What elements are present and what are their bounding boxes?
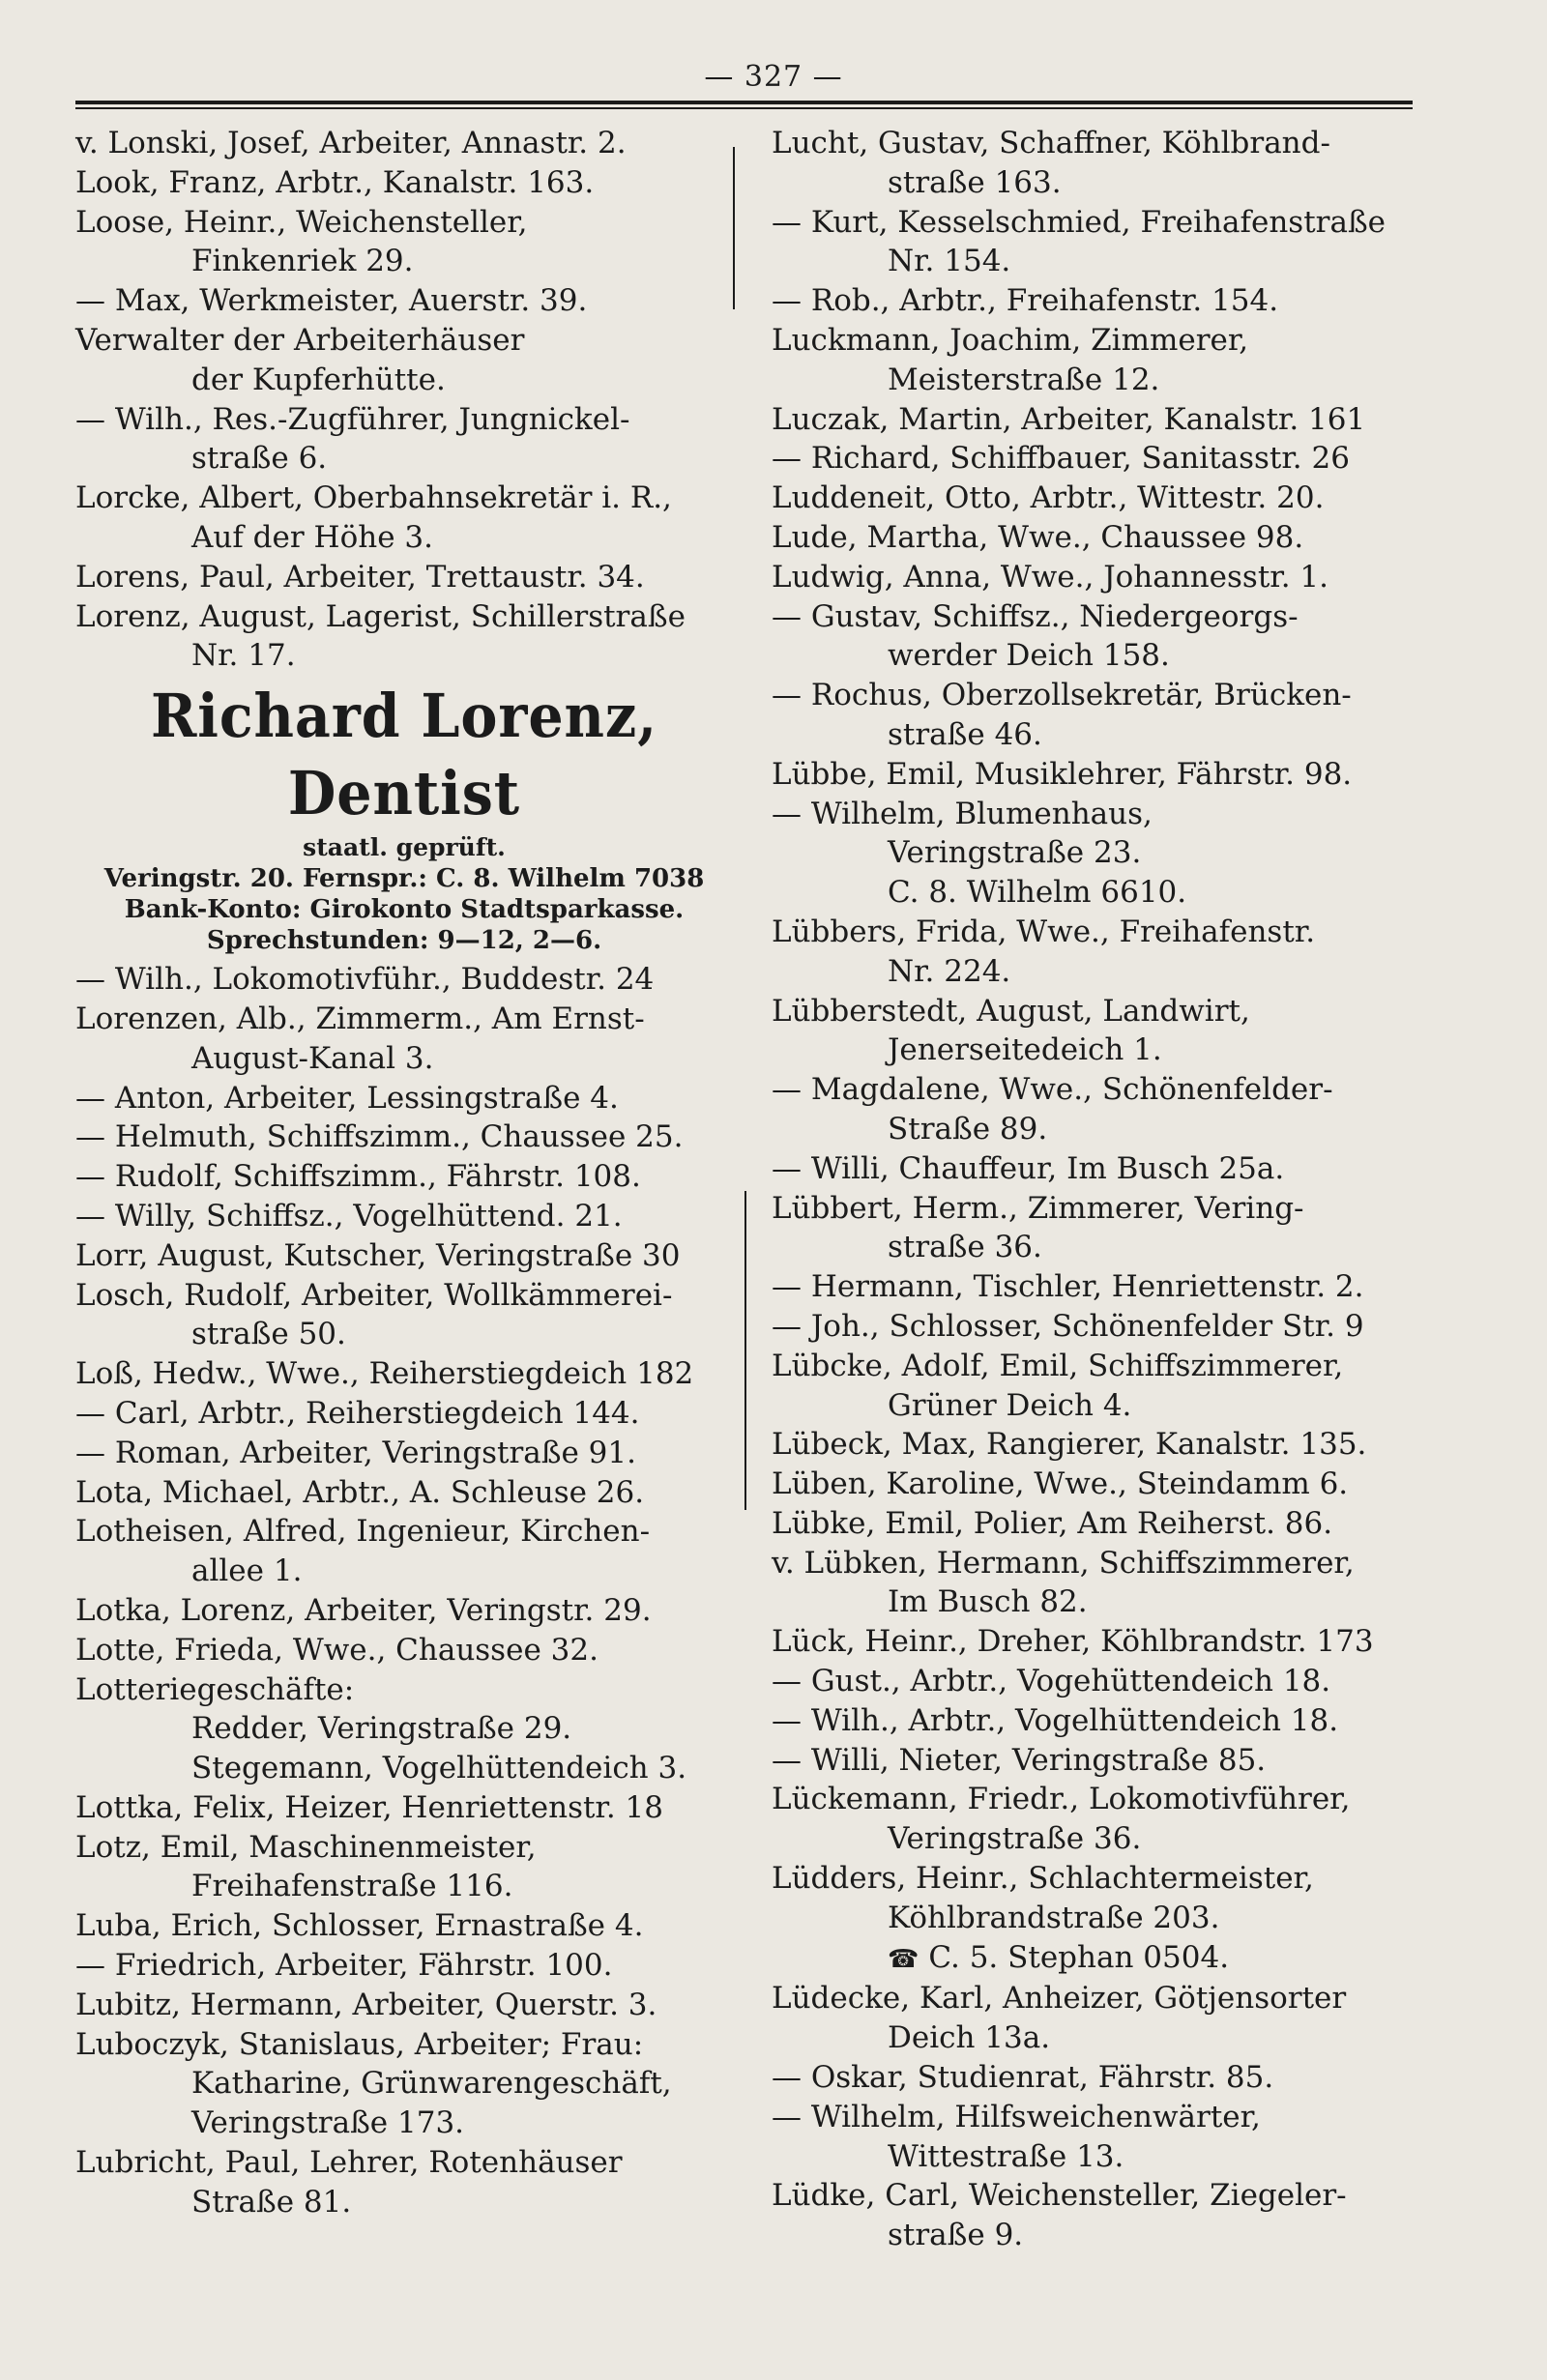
entry-continuation: Straße 89. [888, 1111, 1048, 1146]
entry-line: Lüdders, Heinr., Schlachtermeister, [772, 1861, 1314, 1897]
column-divider [733, 147, 735, 309]
directory-entry [75, 124, 733, 163]
directory-entry [75, 479, 733, 558]
entry-line: — Willy, Schiffsz., Vogelhüttend. 21. [75, 1198, 623, 1234]
directory-entry [772, 1701, 1429, 1741]
entry-continuation [772, 1938, 1429, 1980]
entry-line: — Max, Werkmeister, Auerstr. 39. [75, 283, 588, 319]
ad-subtitle: staatl. geprüft. [303, 833, 506, 862]
entry-line: Lorenz, August, Lagerist, Schillerstraße [75, 598, 686, 634]
directory-entry [772, 1741, 1429, 1781]
directory-entry [772, 558, 1429, 597]
entry-line: Losch, Rudolf, Arbeiter, Wollkämmerei- [75, 1277, 673, 1313]
entry-line: Lottka, Felix, Heizer, Henriettenstr. 18 [75, 1789, 663, 1825]
entry-line: Lorens, Paul, Arbeiter, Trettaustr. 34. [75, 559, 645, 595]
directory-entry [75, 558, 733, 597]
entry-continuation: Nr. 17. [191, 638, 296, 674]
directory-entry [772, 439, 1429, 479]
directory-entry [772, 400, 1429, 440]
entry-continuation: Freihafenstraße 116. [191, 1869, 513, 1904]
entry-line: Lorcke, Albert, Oberbahnsekretär i. R., [75, 480, 672, 516]
entry-continuation: Stegemann, Vogelhüttendeich 3. [191, 1751, 687, 1786]
directory-entry [772, 281, 1429, 321]
entry-line: v. Lübken, Hermann, Schiffszimmerer, [772, 1545, 1355, 1581]
entry-continuation: Veringstraße 173. [191, 2105, 465, 2141]
entry-line: — Rob., Arbtr., Freihafenstr. 154. [772, 283, 1279, 319]
directory-entry [75, 1236, 733, 1276]
entry-line: Luboczyk, Stanislaus, Arbeiter; Frau: [75, 2026, 644, 2062]
ad-bank-line: Bank-Konto: Girokonto Stadtsparkasse. [124, 895, 685, 925]
telephone-icon: ☎ [888, 1944, 919, 1974]
entry-continuation: Meisterstraße 12. [888, 362, 1160, 397]
entry-line: — Wilh., Res.-Zugführer, Jungnickel- [75, 401, 630, 437]
entry-line: Lübke, Emil, Polier, Am Reiherst. 86. [772, 1505, 1333, 1541]
entry-continuation: Auf der Höhe 3. [191, 519, 433, 555]
directory-entry [75, 1394, 733, 1434]
entry-line: Lübberstedt, August, Landwirt, [772, 993, 1250, 1029]
entry-line: Lubitz, Hermann, Arbeiter, Querstr. 3. [75, 1987, 657, 2022]
directory-entry [772, 1307, 1429, 1347]
directory-entry [772, 479, 1429, 518]
entry-continuation: August-Kanal 3. [191, 1040, 434, 1076]
entry-line: — Carl, Arbtr., Reiherstiegdeich 144. [75, 1395, 640, 1431]
entry-line: Look, Franz, Arbtr., Kanalstr. 163. [75, 164, 595, 200]
directory-entry [75, 597, 733, 677]
entry-continuation: Straße 81. [191, 2184, 352, 2220]
entry-line: Luczak, Martin, Arbeiter, Kanalstr. 161 [772, 401, 1366, 437]
directory-entry [75, 1828, 733, 1907]
directory-entry [75, 2025, 733, 2143]
directory-entry [772, 1859, 1429, 1979]
entry-continuation: Deich 13a. [888, 2020, 1051, 2056]
directory-entry [772, 913, 1429, 992]
directory-entry [772, 1504, 1429, 1544]
right-column [772, 124, 1429, 2255]
entry-line: Lotteriegeschäfte: [75, 1671, 355, 1707]
entry-line: — Willi, Chauffeur, Im Busch 25a. [772, 1150, 1285, 1186]
entry-continuation: Wittestraße 13. [888, 2138, 1124, 2174]
entry-continuation: straße 36. [888, 1230, 1042, 1265]
directory-entry [75, 1000, 733, 1079]
entry-continuation: Köhlbrandstraße 203. [888, 1900, 1220, 1935]
entry-continuation: Nr. 224. [888, 953, 1011, 989]
entry-line: Luckmann, Joachim, Zimmerer, [772, 322, 1249, 358]
directory-entry [772, 1149, 1429, 1189]
entry-line: Luddeneit, Otto, Arbtr., Wittestr. 20. [772, 480, 1325, 516]
entry-line: Ludwig, Anna, Wwe., Johannesstr. 1. [772, 559, 1328, 595]
entry-continuation: Veringstraße 23. [888, 835, 1142, 871]
dentist-advertisement [75, 678, 733, 956]
directory-entry [772, 597, 1429, 677]
entry-continuation: werder Deich 158. [888, 638, 1170, 674]
entry-line: — Rochus, Oberzollsekretär, Brücken- [772, 678, 1352, 713]
header-rule-thin [75, 107, 1413, 109]
entry-line: Lotte, Frieda, Wwe., Chaussee 32. [75, 1632, 598, 1668]
directory-entry [75, 1788, 733, 1828]
entry-line: — Roman, Arbeiter, Veringstraße 91. [75, 1435, 636, 1470]
entry-line: Lude, Martha, Wwe., Chaussee 98. [772, 519, 1304, 555]
entry-line: — Helmuth, Schiffszimm., Chaussee 25. [75, 1119, 684, 1155]
directory-entry [75, 1670, 733, 1788]
entry-line: Lückemann, Friedr., Lokomotivführer, [772, 1782, 1351, 1817]
directory-entry [75, 1276, 733, 1355]
entry-continuation: straße 46. [888, 716, 1042, 752]
entry-continuation: Veringstraße 36. [888, 1821, 1142, 1857]
entry-line: — Wilhelm, Hilfsweichenwärter, [772, 2099, 1261, 2134]
entry-line: Lorr, August, Kutscher, Veringstraße 30 [75, 1237, 681, 1273]
directory-entry [772, 124, 1429, 203]
entry-line: Lüben, Karoline, Wwe., Steindamm 6. [772, 1466, 1349, 1502]
directory-entry [772, 2098, 1429, 2177]
directory-entry [772, 676, 1429, 755]
directory-entry [75, 321, 733, 400]
entry-continuation: Im Busch 82. [888, 1584, 1088, 1620]
entry-line: — Richard, Schiffbauer, Sanitasstr. 26 [772, 441, 1350, 477]
entry-line: Lübcke, Adolf, Emil, Schiffszimmerer, [772, 1348, 1344, 1383]
entry-line: Lotheisen, Alfred, Ingenieur, Kirchen- [75, 1514, 651, 1550]
directory-entry [75, 1512, 733, 1591]
directory-entry [772, 755, 1429, 795]
entry-line: — Gustav, Schiffsz., Niedergeorgs- [772, 598, 1299, 634]
entry-line: Luba, Erich, Schlosser, Ernastraße 4. [75, 1908, 644, 1944]
entry-line: Lota, Michael, Arbtr., A. Schleuse 26. [75, 1474, 645, 1510]
entry-line: — Rudolf, Schiffszimm., Fährstr. 108. [75, 1159, 641, 1195]
entry-line: Lorenzen, Alb., Zimmerm., Am Ernst- [75, 1001, 645, 1036]
directory-entry [772, 203, 1429, 282]
directory-entry [75, 2143, 733, 2222]
entry-continuation: Nr. 154. [888, 244, 1011, 279]
page-number: — 327 — [704, 60, 843, 94]
directory-entry [772, 1189, 1429, 1268]
entry-line: — Kurt, Kesselschmied, Freihafenstraße [772, 204, 1386, 240]
entry-line: — Anton, Arbeiter, Lessingstraße 4. [75, 1080, 619, 1116]
column-divider [744, 1191, 746, 1510]
directory-entry [75, 281, 733, 321]
entry-line: Lotz, Emil, Maschinenmeister, [75, 1829, 537, 1865]
entry-continuation: C. 8. Wilhelm 6610. [888, 875, 1187, 911]
entry-line: Lück, Heinr., Dreher, Köhlbrandstr. 173 [772, 1624, 1374, 1660]
directory-entry [75, 163, 733, 203]
entry-continuation: der Kupferhütte. [191, 362, 446, 397]
header-rule-thick [75, 101, 1413, 104]
directory-entry [75, 1117, 733, 1157]
entry-continuation: Redder, Veringstraße 29. [191, 1711, 572, 1747]
entry-line: — Gust., Arbtr., Vogehüttendeich 18. [772, 1664, 1331, 1699]
directory-entry [772, 321, 1429, 400]
ad-headline: Richard Lorenz, Dentist [150, 681, 658, 829]
entry-continuation: Grüner Deich 4. [888, 1387, 1132, 1423]
directory-entry [772, 1662, 1429, 1701]
directory-entry [75, 960, 733, 1000]
directory-entry [75, 203, 733, 282]
directory-entry [772, 1347, 1429, 1426]
entry-line: Verwalter der Arbeiterhäuser [75, 322, 525, 358]
entry-line: v. Lonski, Josef, Arbeiter, Annastr. 2. [75, 126, 627, 160]
directory-entry [75, 1906, 733, 1946]
directory-entry [75, 1434, 733, 1473]
entry-continuation: straße 6. [191, 441, 328, 477]
entry-continuation: Finkenriek 29. [191, 244, 414, 279]
ad-hours-line: Sprechstunden: 9—12, 2—6. [206, 926, 602, 956]
entry-continuation: allee 1. [191, 1553, 303, 1589]
directory-entry [772, 1544, 1429, 1623]
directory-entry [772, 1465, 1429, 1504]
entry-line: Lübbert, Herm., Zimmerer, Vering- [772, 1190, 1304, 1226]
directory-entry [75, 400, 733, 479]
entry-continuation: Jenerseitedeich 1. [888, 1032, 1162, 1068]
directory-entry [75, 1946, 733, 1986]
entry-continuation: straße 9. [888, 2218, 1024, 2253]
entry-line: — Friedrich, Arbeiter, Fährstr. 100. [75, 1948, 613, 1984]
directory-entry [75, 1986, 733, 2025]
entry-line: Lubricht, Paul, Lehrer, Rotenhäuser [75, 2145, 623, 2181]
entry-line: — Wilhelm, Blumenhaus, [772, 796, 1153, 831]
entry-line: — Willi, Nieter, Veringstraße 85. [772, 1742, 1267, 1778]
directory-entry [772, 518, 1429, 558]
entry-continuation: straße 50. [191, 1317, 346, 1352]
ad-address-line: Veringstr. 20. Fernspr.: C. 8. Wilhelm 7038 [103, 864, 705, 894]
left-column [75, 124, 733, 2222]
entry-line: Lüdke, Carl, Weichensteller, Ziegeler- [772, 2178, 1347, 2214]
phone-number: C. 5. Stephan 0504. [928, 1939, 1230, 1975]
entry-line: Lüdecke, Karl, Anheizer, Götjensorter [772, 1981, 1347, 2017]
directory-entry [772, 1267, 1429, 1307]
directory-entry [772, 2176, 1429, 2255]
directory-entry [772, 1622, 1429, 1662]
entry-line: Loose, Heinr., Weichensteller, [75, 204, 528, 240]
directory-entry [75, 1197, 733, 1236]
directory-entry [75, 1079, 733, 1118]
entry-line: Lübbe, Emil, Musiklehrer, Fährstr. 98. [772, 756, 1353, 792]
directory-entry [772, 1780, 1429, 1859]
directory-entry [75, 1157, 733, 1197]
entry-line: — Hermann, Tischler, Henriettenstr. 2. [772, 1269, 1364, 1305]
entry-line: — Wilh., Lokomotivführ., Buddestr. 24 [75, 962, 655, 998]
directory-entry [772, 2058, 1429, 2098]
directory-entry [772, 1425, 1429, 1465]
entry-line: — Oskar, Studienrat, Fährstr. 85. [772, 2060, 1274, 2096]
directory-entry [75, 1473, 733, 1513]
entry-line: Lucht, Gustav, Schaffner, Köhlbrand- [772, 126, 1330, 160]
directory-entry [772, 1070, 1429, 1149]
entry-line: — Wilh., Arbtr., Vogelhüttendeich 18. [772, 1702, 1339, 1738]
directory-entry [772, 1979, 1429, 2058]
directory-entry [75, 1591, 733, 1631]
directory-entry [75, 1631, 733, 1670]
entry-line: — Magdalene, Wwe., Schönenfelder- [772, 1072, 1333, 1108]
entry-continuation: straße 163. [888, 164, 1062, 200]
directory-entry [772, 795, 1429, 913]
entry-line: — Joh., Schlosser, Schönenfelder Str. 9 [772, 1308, 1364, 1344]
entry-line: Lübeck, Max, Rangierer, Kanalstr. 135. [772, 1427, 1367, 1463]
entry-continuation: Katharine, Grünwarengeschäft, [191, 2066, 672, 2102]
directory-entry [75, 1354, 733, 1394]
entry-line: Loß, Hedw., Wwe., Reiherstiegdeich 182 [75, 1356, 694, 1392]
entry-line: Lübbers, Frida, Wwe., Freihafenstr. [772, 914, 1316, 949]
directory-entry [772, 992, 1429, 1071]
entry-line: Lotka, Lorenz, Arbeiter, Veringstr. 29. [75, 1592, 652, 1628]
